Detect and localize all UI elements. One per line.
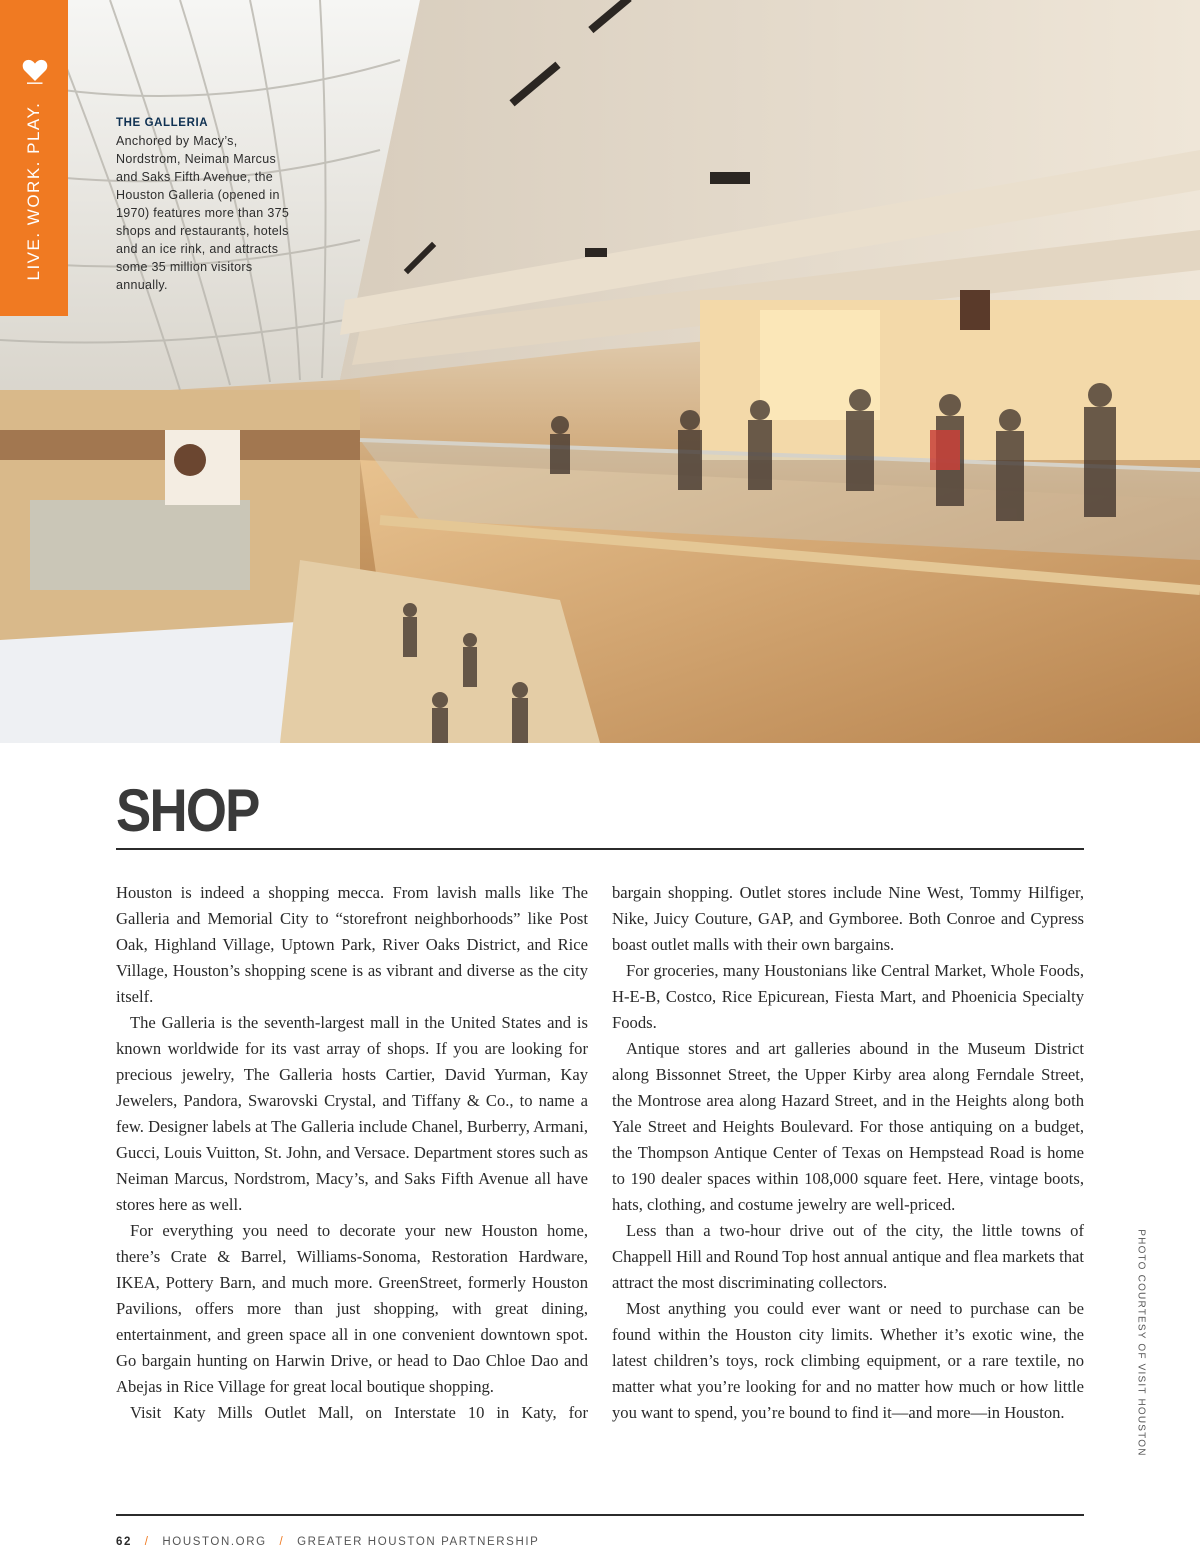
title-divider [116, 848, 1084, 850]
page-footer [116, 1536, 539, 1548]
photo-credit: PHOTO COURTESY OF VISIT HOUSTON [1135, 1229, 1147, 1457]
article-paragraph: Houston is indeed a shopping mecca. From lavish malls like The Galleria and Memorial City to “storefront neighborhoods” like Post Oak, Highland Village, Uptown Park, River Oaks District, and Rice Village, Houston’s shopping scene is as vibrant and diverse as the city itself. [116, 883, 588, 1006]
tab-divider: | [24, 79, 43, 86]
page-title: SHOP [116, 777, 259, 844]
section-tab-label [24, 79, 44, 280]
article-paragraph: Antique stores and art galleries abound in the Museum District along Bissonnet Street, the Upper Kirby area along Ferndale Street, the Montrose area along Hazard Street, and in the Heights along both Yale Street and Heights Boulevard. For those antiquing on a budget, the Thompson Antique Center of Texas on Hempstead Road is home to 190 dealer spaces within 108,000 square feet. Here, vintage boots, hats, clothing, and costume jewelry are well-priced. [612, 1039, 1084, 1214]
footer-separator: / [144, 1536, 150, 1548]
article-column-left [116, 880, 588, 1426]
tab-label-text: LIVE. WORK. PLAY. [24, 101, 43, 281]
footer-separator: / [279, 1536, 285, 1548]
page-number: 62 [116, 1536, 132, 1548]
article-paragraph: Less than a two-hour drive out of the city, the little towns of Chappell Hill and Round Top host annual antique and flea markets that attract the most discriminating collectors. [612, 1221, 1084, 1292]
article-paragraph: For groceries, many Houstonians like Central Market, Whole Foods, H-E-B, Costco, Rice Epicurean, Fiesta Mart, and Phoenicia Specialty Foods. [612, 961, 1084, 1032]
caption-title: THE GALLERIA [116, 117, 209, 129]
article-paragraph: bargain shopping. Outlet stores include Nine West, Tommy Hilfiger, Nike, Juicy Couture, GAP, and Gymboree. Both Conroe and Cypress boast outlet malls with their own bargains. [612, 883, 1084, 954]
mall-illustration [0, 0, 1200, 743]
article-paragraph: Most anything you could ever want or need to purchase can be found within the Houston city limits. Whether it’s exotic wine, the latest children’s toys, rock climbing equipment, or a rare textile, no matter what you’re looking for and no matter how much or how little you want to spend, you’re bound to find it—and more—in Houston. [612, 1299, 1084, 1422]
photo-caption [116, 114, 296, 294]
article-paragraph: Visit Katy Mills Outlet Mall, on Interstate 10 in Katy, for [130, 1403, 588, 1422]
article-column-right [612, 880, 1084, 1426]
hero-photo [0, 0, 1200, 743]
footer-divider [116, 1514, 1084, 1516]
section-tab [0, 0, 68, 316]
heart-icon [22, 58, 48, 82]
caption-body: Anchored by Macy’s, Nordstrom, Neiman Marcus and Saks Fifth Avenue, the Houston Galleria (opened in 1970) features more than 375 shops and restaurants, hotels and an ice rink, and attracts some 35 million visitors annually. [116, 134, 290, 292]
article-paragraph: For everything you need to decorate your new Houston home, there’s Crate & Barrel, Williams-Sonoma, Restoration Hardware, IKEA, Pottery Barn, and much more. GreenStreet, formerly Houston Pavilions, offers more than just shopping, with great dining, entertainment, and green space all in one convenient downtown spot. Go bargain hunting on Harwin Drive, or head to Dao Chloe Dao and Abejas in Rice Village for great local boutique shopping. [116, 1221, 588, 1396]
footer-publisher: GREATER HOUSTON PARTNERSHIP [297, 1536, 540, 1548]
article-paragraph: The Galleria is the seventh-largest mall in the United States and is known worldwide for its vast array of shops. If you are looking for precious jewelry, The Galleria hosts Cartier, David Yurman, Kay Jewelers, Pandora, Swarovski Crystal, and Tiffany & Co., to name a few. Designer labels at The Galleria include Chanel, Burberry, Armani, Gucci, Louis Vuitton, St. John, and Versace. Department stores such as Neiman Marcus, Nordstrom, Macy’s, and Saks Fifth Avenue all have stores here as well. [116, 1013, 588, 1214]
footer-site: HOUSTON.ORG [162, 1536, 267, 1548]
